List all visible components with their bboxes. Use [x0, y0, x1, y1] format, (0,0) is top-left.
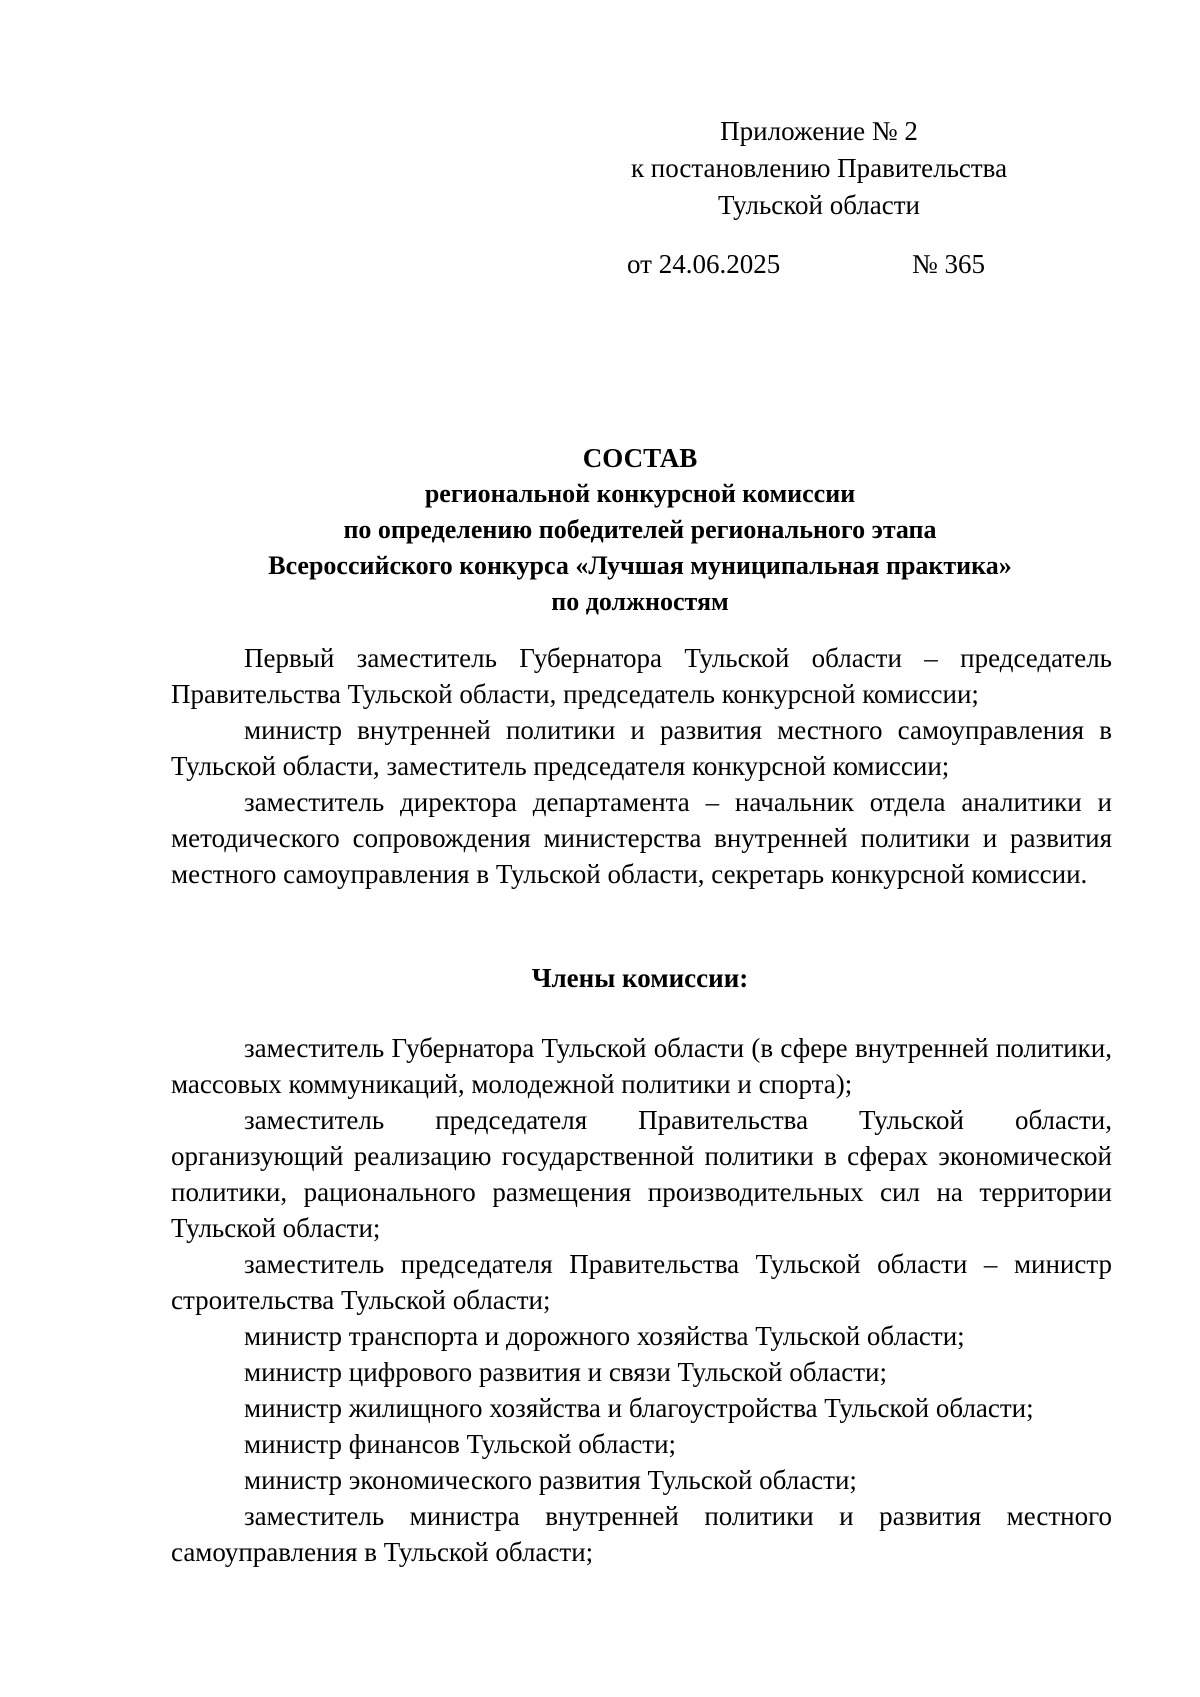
member-item: министр финансов Тульской области;: [244, 1429, 677, 1459]
title-line5: по должностям: [551, 587, 729, 616]
members-list: [171, 1030, 1112, 1570]
member-item: заместитель председателя Правительства Тульской области, организующий реализацию государственной политики в сферах экономической политики, рационального размещения производительных сил на территории Тульской области;: [171, 1105, 1112, 1243]
member-item: заместитель председателя Правительства Тульской области – министр строительства Тульской области;: [171, 1249, 1112, 1315]
title-line2: региональной конкурсной комиссии: [424, 479, 856, 508]
intro-section: [171, 640, 1112, 892]
attachment-line2: к постановлению Правительства: [630, 153, 1008, 183]
document-date: от 24.06.2025: [627, 249, 781, 279]
member-item: заместитель Губернатора Тульской области (в сфере внутренней политики, массовых коммуникаций, молодежной политики и спорта);: [171, 1033, 1112, 1099]
document-title: [170, 440, 1110, 620]
intro-paragraph: заместитель директора департамента – начальник отдела аналитики и методического сопровождения министерства внутренней политики и развития местного самоуправления в Тульской области, секретарь конкурсной комиссии.: [171, 787, 1112, 889]
attachment-block: [604, 113, 1034, 224]
title-line3: по определению победителей регионального этапа: [343, 515, 937, 544]
member-item: министр транспорта и дорожного хозяйства Тульской области;: [244, 1321, 965, 1351]
members-heading: Члены комиссии:: [531, 963, 749, 993]
intro-paragraph: министр внутренней политики и развития местного самоуправления в Тульской области, заместитель председателя конкурсной комиссии;: [171, 715, 1112, 781]
attachment-line1: Приложение № 2: [720, 116, 918, 146]
member-item: министр цифрового развития и связи Тульской области;: [244, 1357, 887, 1387]
attachment-line3: Тульской области: [718, 190, 920, 220]
member-item: министр экономического развития Тульской области;: [244, 1465, 857, 1495]
intro-paragraph: Первый заместитель Губернатора Тульской области – председатель Правительства Тульской области, председатель конкурсной комиссии;: [171, 643, 1112, 709]
member-item: министр жилищного хозяйства и благоустройства Тульской области;: [244, 1393, 1034, 1423]
member-item: заместитель министра внутренней политики и развития местного самоуправления в Тульской области;: [171, 1501, 1112, 1567]
title-line1: СОСТАВ: [582, 443, 698, 473]
title-line4: Всероссийского конкурса «Лучшая муниципальная практика»: [268, 551, 1012, 580]
document-number: № 365: [912, 249, 986, 279]
